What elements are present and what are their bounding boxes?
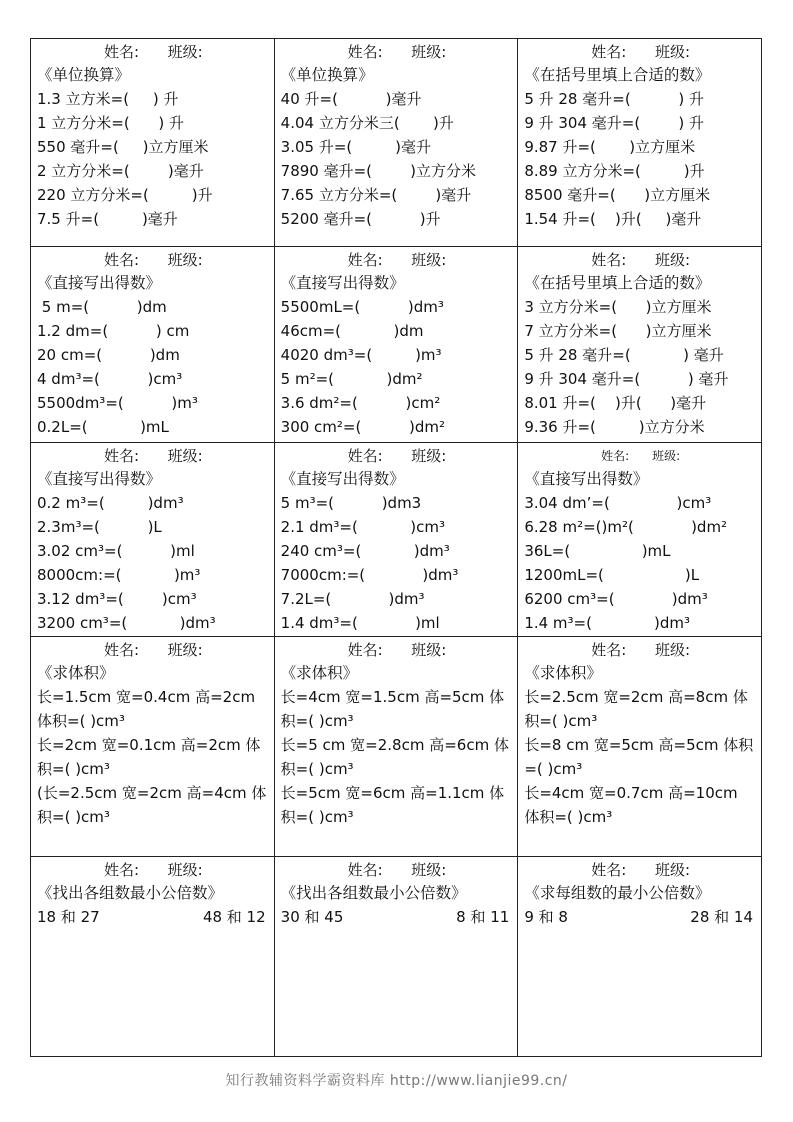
exercise-card (274, 857, 518, 1057)
number-pair-line (37, 905, 270, 929)
exercise-line: 3.02 cm³=( )ml (37, 542, 195, 560)
exercise-card (31, 443, 275, 637)
exercise-line: 1.2 dm=( ) cm (37, 322, 190, 340)
card-header (524, 41, 757, 63)
exercise-line: 长=4cm 宽=0.7cm 高=10cm 体积=( )cm³ (524, 784, 738, 826)
exercise-line: 7.65 立方分米=( )毫升 (280, 186, 472, 204)
card-header (524, 859, 757, 881)
exercise-line: 长=1.5cm 宽=0.4cm 高=2cm (37, 688, 256, 706)
exercise-line: 9 升 304 毫升=( ) 毫升 (524, 370, 729, 388)
exercise-line: 长=2.5cm 宽=2cm 高=8cm 体积=( )cm³ (524, 688, 748, 730)
exercise-card (518, 247, 762, 443)
exercise-line: (长=2.5cm 宽=2cm 高=4cm 体积=( )cm³ (37, 784, 267, 826)
exercise-line: 5 m=( )dm (37, 298, 167, 316)
exercise-line: 9.87 升=( )立方厘米 (524, 138, 696, 156)
exercise-line: 4 dm³=( )cm³ (37, 370, 183, 388)
name-label: 姓名: (591, 43, 627, 61)
number-pair: 8 和 11 (456, 908, 510, 926)
name-label: 姓名: (103, 43, 140, 61)
exercise-card (31, 857, 275, 1057)
class-label: 班级: (654, 641, 691, 659)
number-pair: 9 和 8 (524, 908, 568, 926)
exercise-card (518, 637, 762, 857)
exercise-line: 2.1 dm³=( )cm³ (280, 518, 446, 536)
exercise-line: 220 立方分米=( )升 (37, 186, 213, 204)
number-pair-line (281, 905, 514, 929)
name-label: 姓名: (347, 641, 383, 659)
exercise-line: 2 立方分米=( )毫升 (37, 162, 204, 180)
card-header (37, 445, 270, 467)
card-header (281, 639, 514, 661)
exercise-title: 《求体积》 (37, 664, 115, 682)
exercise-line: 1200mL=( )L (524, 566, 700, 584)
exercise-line: 4.04 立方分米三( )升 (280, 114, 454, 132)
exercise-line: 40 升=( )毫升 (280, 90, 422, 108)
exercise-line: 0.2L=( )mL (37, 418, 169, 436)
card-header (37, 41, 270, 63)
exercise-line: 3.05 升=( )毫升 (280, 138, 432, 156)
exercise-line: 5500mL=( )dm³ (280, 298, 444, 316)
name-label: 姓名: (103, 251, 140, 269)
class-label: 班级: (654, 861, 691, 879)
exercise-line: 4020 dm³=( )m³ (280, 346, 442, 364)
exercise-line: 8.89 立方分米=( )升 (524, 162, 705, 180)
exercise-line: 9 升 304 毫升=( ) 升 (524, 114, 704, 132)
exercise-line: 长=5cm 宽=6cm 高=1.1cm 体积=( )cm³ (280, 784, 505, 826)
name-label: 姓名: (591, 251, 627, 269)
card-header (281, 859, 514, 881)
name-label: 姓名: (591, 641, 627, 659)
name-label: 姓名: (103, 447, 140, 465)
exercise-card (518, 857, 762, 1057)
exercise-line: 5 m³=( )dm3 (280, 494, 422, 512)
exercise-line: 5 升 28 毫升=( ) 毫升 (524, 346, 724, 364)
exercise-line: 3.6 dm²=( )cm² (280, 394, 441, 412)
class-label: 班级: (654, 251, 691, 269)
exercise-title: 《求体积》 (280, 664, 359, 682)
exercise-line: 长=5 cm 宽=2.8cm 高=6cm 体积=( )cm³ (280, 736, 509, 778)
card-header (37, 639, 270, 661)
exercise-card (31, 39, 275, 247)
exercise-line: 0.2 m³=( )dm³ (37, 494, 184, 512)
exercise-card (274, 637, 518, 857)
exercise-title: 《直接写出得数》 (280, 274, 405, 292)
exercise-line: 9.36 升=( )立方分米 (524, 418, 705, 436)
class-label: 班级: (411, 43, 447, 61)
number-pair: 48 和 12 (202, 908, 266, 926)
name-label: 姓名: (591, 861, 627, 879)
class-label: 班级: (411, 861, 447, 879)
number-pair: 18 和 27 (37, 908, 100, 926)
exercise-line: 长=4cm 宽=1.5cm 高=5cm 体积=( )cm³ (280, 688, 505, 730)
name-label: 姓名: (347, 251, 383, 269)
card-header (524, 249, 757, 271)
exercise-line: 3.12 dm³=( )cm³ (37, 590, 197, 608)
exercise-card (518, 39, 762, 247)
exercise-title: 《直接写出得数》 (37, 470, 162, 488)
exercise-line: 3200 cm³=( )dm³ (37, 614, 216, 632)
card-header (281, 41, 514, 63)
name-label: 姓名: (347, 861, 383, 879)
exercise-line: 46cm=( )dm (280, 322, 424, 340)
exercise-card (274, 247, 518, 443)
exercise-line: 7.2L=( )dm³ (280, 590, 425, 608)
exercise-card (31, 247, 275, 443)
exercise-title: 《直接写出得数》 (524, 470, 649, 488)
worksheet-grid (30, 38, 762, 1057)
card-header (524, 639, 757, 661)
exercise-line: 6200 cm³=( )dm³ (524, 590, 708, 608)
class-label: 班级: (167, 641, 203, 659)
worksheet-row (31, 443, 762, 637)
card-header (281, 249, 514, 271)
exercise-line: 2.3m³=( )L (37, 518, 162, 536)
exercise-line: 1.3 立方米=( ) 升 (37, 90, 179, 108)
worksheet-row (31, 857, 762, 1057)
exercise-line: 长=2cm 宽=0.1cm 高=2cm 体积=( )cm³ (37, 736, 261, 778)
exercise-line: 7 立方分米=( )立方厘米 (524, 322, 712, 340)
exercise-line: 8000cm:=( )m³ (37, 566, 201, 584)
exercise-title: 《在括号里填上合适的数》 (524, 66, 711, 84)
exercise-title: 《找出各组数最小公倍数》 (280, 884, 467, 902)
exercise-title: 《在括号里填上合适的数》 (524, 274, 711, 292)
name-label: 姓名: (103, 641, 140, 659)
class-label: 班级: (167, 43, 203, 61)
exercise-line: 300 cm²=( )dm² (280, 418, 446, 436)
exercise-line: 1.4 dm³=( )ml (280, 614, 440, 632)
worksheet-row (31, 247, 762, 443)
worksheet-row (31, 637, 762, 857)
class-label: 班级: (167, 251, 203, 269)
exercise-title: 《单位换算》 (280, 66, 374, 84)
exercise-line: 长=8 cm 宽=5cm 高=5cm 体积=( )cm³ (524, 736, 754, 778)
card-header (37, 859, 270, 881)
card-header (281, 445, 514, 467)
exercise-title: 《直接写出得数》 (280, 470, 405, 488)
exercise-line: 8.01 升=( )升( )毫升 (524, 394, 707, 412)
exercise-card (518, 443, 762, 637)
class-label: 班级: (411, 447, 447, 465)
exercise-line: 20 cm=( )dm (37, 346, 180, 364)
class-label: 班级: (411, 641, 447, 659)
exercise-line: 7000cm:=( )dm³ (280, 566, 459, 584)
exercise-card (274, 39, 518, 247)
name-label: 姓名: (347, 43, 383, 61)
exercise-title: 《直接写出得数》 (37, 274, 162, 292)
exercise-line: 5500dm³=( )m³ (37, 394, 198, 412)
exercise-line: 7.5 升=( )毫升 (37, 210, 178, 228)
class-label: 班级: (652, 449, 681, 463)
exercise-line: 5 升 28 毫升=( ) 升 (524, 90, 704, 108)
exercise-title: 《单位换算》 (37, 66, 131, 84)
exercise-title: 《求体积》 (524, 664, 602, 682)
class-label: 班级: (167, 861, 203, 879)
exercise-line: 3.04 dm’=( )cm³ (524, 494, 712, 512)
exercise-line: 5200 毫升=( )升 (280, 210, 441, 228)
page-footer: 知行教辅资料学霸资料库 http://www.lianjie99.cn/ (225, 1073, 568, 1089)
exercise-line: 1.4 m³=( )dm³ (524, 614, 690, 632)
class-label: 班级: (167, 447, 203, 465)
exercise-line: 8500 毫升=( )立方厘米 (524, 186, 711, 204)
exercise-line: 1 立方分米=( ) 升 (37, 114, 184, 132)
name-label: 姓名: (601, 449, 630, 463)
class-label: 班级: (411, 251, 447, 269)
exercise-line: 7890 毫升=( )立方分米 (280, 162, 477, 180)
number-pair: 30 和 45 (280, 908, 344, 926)
exercise-line: 36L=( )mL (524, 542, 671, 560)
class-label: 班级: (654, 43, 691, 61)
card-header (37, 249, 270, 271)
exercise-card (31, 637, 275, 857)
exercise-line: 240 cm³=( )dm³ (280, 542, 450, 560)
exercise-card (274, 443, 518, 637)
name-label: 姓名: (347, 447, 383, 465)
worksheet-row (31, 39, 762, 247)
number-pair-line (524, 905, 757, 929)
exercise-line: 5 m²=( )dm² (280, 370, 423, 388)
exercise-line: 3 立方分米=( )立方厘米 (524, 298, 712, 316)
exercise-line: 550 毫升=( )立方厘米 (37, 138, 209, 156)
card-header (524, 445, 757, 467)
number-pair: 28 和 14 (690, 908, 753, 926)
exercise-line: 体积=( )cm³ (37, 712, 125, 730)
exercise-line: 6.28 m²=()m²( )dm² (524, 518, 728, 536)
exercise-title: 《找出各组数最小公倍数》 (37, 884, 224, 902)
exercise-line: 1.54 升=( )升( )毫升 (524, 210, 702, 228)
exercise-title: 《求每组数的最小公倍数》 (524, 884, 711, 902)
name-label: 姓名: (103, 861, 140, 879)
